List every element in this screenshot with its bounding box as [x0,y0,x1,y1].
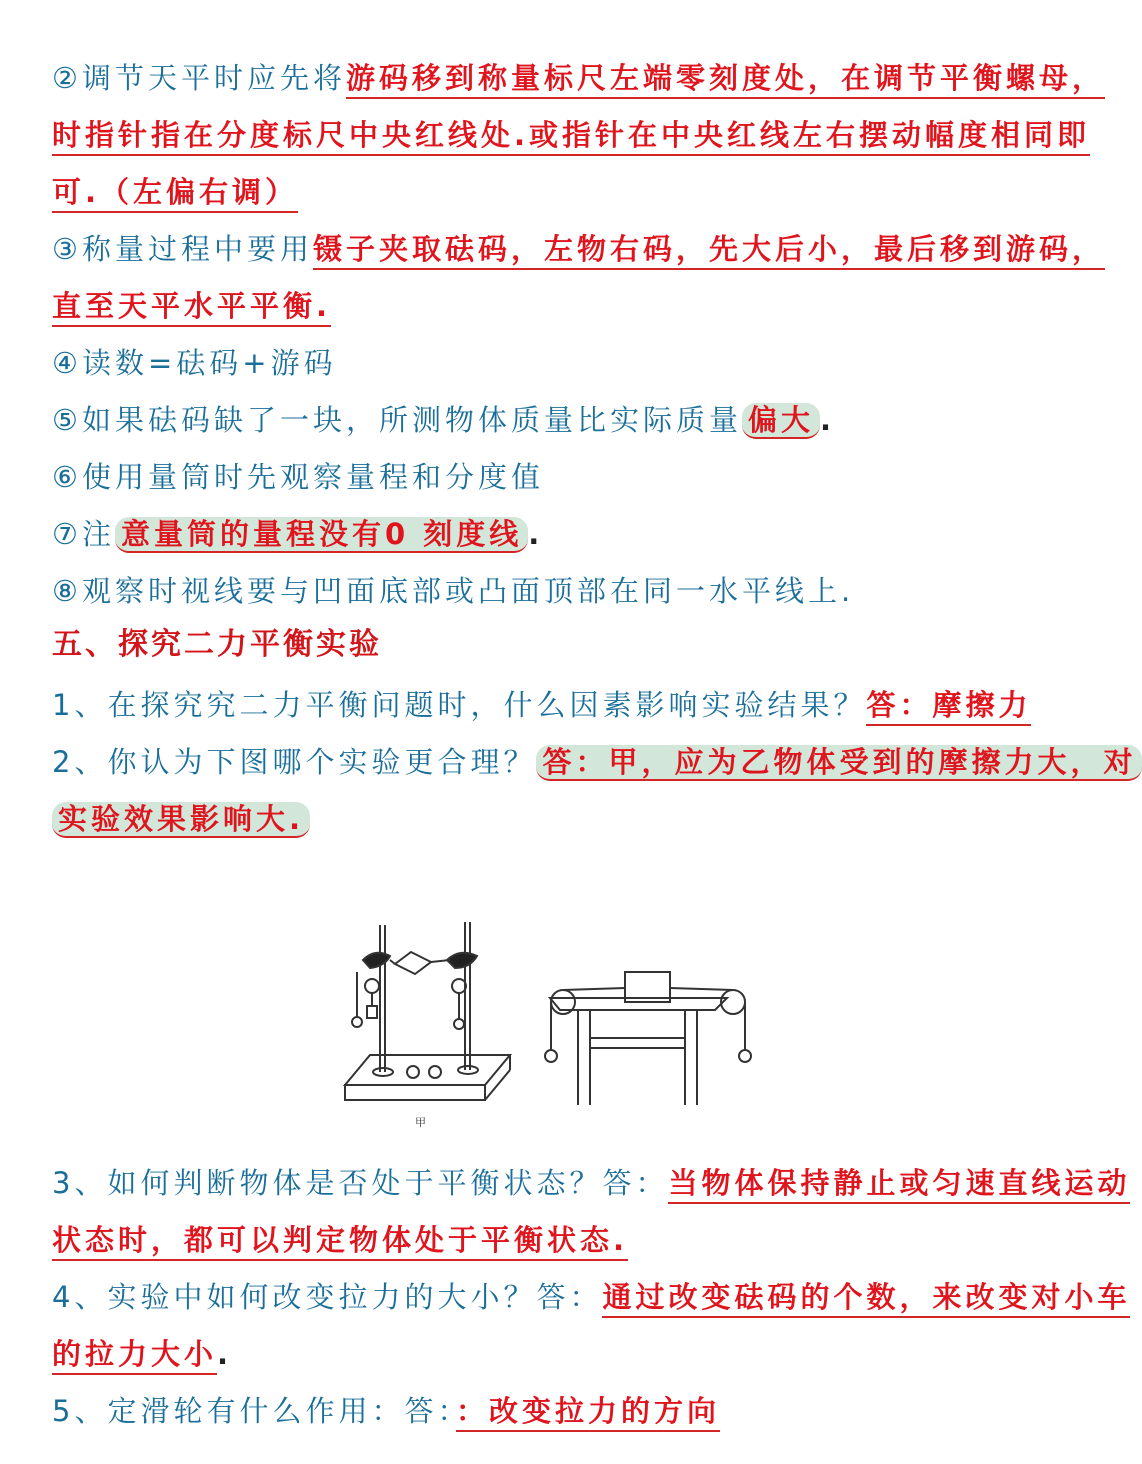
question-3-line-1 [52,1163,1130,1203]
item-8-text: ⑧观察时视线要与凹面底部或凸面顶部在同一水平线上. [52,574,855,608]
item-3-line-1 [52,229,1105,269]
pulley-left [365,979,379,993]
question-4-line-1 [52,1277,1130,1317]
item-2-answer-part-2: 时指针指在分度标尺中央红线处.或指针在中央红线左右摆动幅度相同即 [52,118,1090,156]
question-1 [52,685,1031,725]
pulley-right-yi [721,990,745,1014]
apparatus-jia [345,922,510,1100]
question-4-line-2 [52,1334,232,1374]
item-2-line-1 [52,58,1105,98]
question-5-prefix: 5、定滑轮有什么作用：答： [52,1394,456,1428]
question-1-answer: 答：摩擦力 [866,688,1031,726]
item-5-suffix: . [820,403,836,437]
item-2-prefix: ②调节天平时应先将 [52,61,346,95]
question-1-prefix: 1、在探究究二力平衡问题时，什么因素影响实验结果？ [52,688,867,722]
pulley-right [452,979,466,993]
question-2-answer-part-1: 答：甲，应为乙物体受到的摩擦力大，对 [536,745,1142,781]
base-board-top [345,1055,510,1085]
base-hole-right [458,1066,478,1074]
base-knob-2 [429,1066,441,1078]
item-5 [52,400,835,440]
weight-left-2 [367,1006,377,1018]
question-5-answer: ：改变拉力的方向 [456,1394,720,1432]
question-3-prefix: 3、如何判断物体是否处于平衡状态？答： [52,1166,669,1200]
question-2-prefix: 2、你认为下图哪个实验更合理？ [52,745,537,779]
item-4-text: ④读数=砝码+游码 [52,346,337,380]
item-3-line-2 [52,286,331,326]
weight-left-1 [352,1017,362,1027]
weight-yi-right [739,1050,751,1062]
item-2-line-3 [52,172,298,212]
string-yi-right [670,988,733,990]
item-5-highlight: 偏大 [742,403,820,439]
item-7-suffix: . [528,517,544,551]
base-board-edge [485,1070,510,1100]
weight-yi-left [545,1050,557,1062]
item-7 [52,514,543,554]
question-2-line-2 [52,799,310,839]
thread-right [431,960,450,962]
question-3-answer-part-1: 当物体保持静止或匀速直线运动 [668,1166,1130,1204]
question-4-suffix: . [217,1337,233,1371]
question-3-line-2 [52,1220,628,1260]
section-title: 五、探究二力平衡实验 [52,627,382,662]
base-hole-left [373,1068,393,1076]
item-4 [52,343,337,383]
question-5 [52,1391,720,1431]
clamp-right [447,953,477,968]
question-4-answer-part-1: 通过改变砝码的个数，来改变对小车 [602,1280,1130,1318]
item-6 [52,457,544,497]
item-3-answer-part-1: 镊子夹取砝码，左物右码，先大后小，最后移到游码， [313,232,1105,270]
question-4-prefix: 4、实验中如何改变拉力的大小？答： [52,1280,603,1314]
base-knob-1 [407,1066,419,1078]
experiment-drawing [335,910,765,1135]
item-3-prefix: ③称量过程中要用 [52,232,313,266]
item-2-line-2 [52,115,1090,155]
question-2-line-1 [52,742,1142,782]
item-7-prefix: ⑦注 [52,517,115,551]
table-top [550,998,727,1010]
item-5-prefix: ⑤如果砝码缺了一块，所测物体质量比实际质量 [52,403,742,437]
base-board-front [345,1085,485,1100]
string-yi-left [563,988,625,990]
item-6-text: ⑥使用量筒时先观察量程和分度值 [52,460,544,494]
item-3-answer-part-2: 直至天平水平平衡. [52,289,331,327]
apparatus-yi [545,972,751,1105]
item-2-answer-part-3: 可.（左偏右调） [52,175,298,213]
question-3-answer-part-2: 状态时，都可以判定物体处于平衡状态. [52,1223,628,1261]
thread-left [390,960,395,964]
experiment-figure [335,910,765,1135]
weight-right [454,1019,464,1029]
question-4-answer-part-2: 的拉力大小 [52,1337,217,1375]
card [395,952,431,974]
item-8 [52,571,854,611]
item-2-answer-part-1: 游码移到称量标尺左端零刻度处，在调节平衡螺母， [346,61,1105,99]
question-2-answer-part-2: 实验效果影响大. [52,802,310,838]
figure-caption: 甲 [415,1116,426,1129]
item-7-highlight: 意量筒的量程没有0 刻度线 [115,517,528,553]
